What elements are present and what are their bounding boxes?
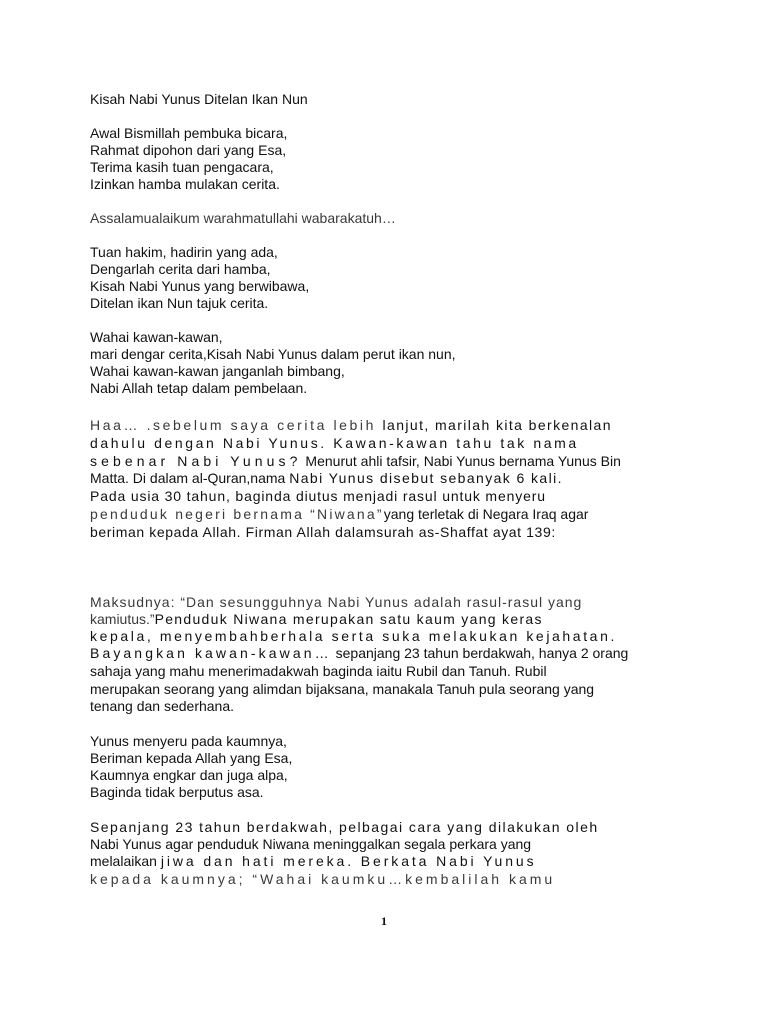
stanza1-line2: Rahmat dipohon dari yang Esa, [90,142,287,158]
stanza1-line1: Awal Bismillah pembuka bicara, [90,125,288,141]
stanza3-line3: Wahai kawan-kawan janganlah bimbang, [90,363,345,379]
para1-line6 [90,506,588,523]
para3-line4: kepada kaumnya; “Wahai kaumku…kembalilah kamu [90,871,556,887]
stanza3-line1: Wahai kawan-kawan, [90,329,223,345]
para1-line1 [90,417,612,434]
stanza1-line4: Izinkan hamba mulakan cerita. [90,176,280,192]
para1-line2: dahulu dengan Nabi Yunus. Kawan-kawan tahu tak nama [90,435,579,451]
stanza4-line1: Yunus menyeru pada kaumnya, [90,733,287,749]
para2-line3: kepala, menyembahberhala serta suka melakukan kejahatan. [90,628,617,644]
para3-line3-b: jiwa dan hati mereka. Berkata Nabi Yunus [160,853,537,869]
para2-line7: tenang dan sederhana. [90,698,235,714]
para1-line3 [90,453,621,470]
para3-line3 [90,853,537,870]
document-title: Kisah Nabi Yunus Ditelan Ikan Nun [90,91,308,107]
para2-line5: sahaja yang mahu menerimadakwah baginda iaitu Rubil dan Tanuh. Rubil [90,663,547,679]
para1-line3-a: sebenar Nabi Yunus? [90,453,302,469]
para2-line4 [90,645,628,662]
stanza4-line4: Baginda tidak berputus asa. [90,784,264,800]
stanza4-line2: Beriman kepada Allah yang Esa, [90,750,293,766]
stanza2-line3: Kisah Nabi Yunus yang berwibawa, [90,278,310,294]
stanza1-line3: Terima kasih tuan pengacara, [90,159,274,175]
para1-line6-b: yang terletak di Negara Iraq agar [383,506,589,522]
para2-line6: merupakan seorang yang alimdan bijaksana, manakala Tanuh pula seorang yang [90,681,595,697]
stanza2-line2: Dengarlah cerita dari hamba, [90,261,271,277]
greeting: Assalamualaikum warahmatullahi wabarakatuh… [90,210,396,226]
para2-line2-a: kamiutus.” [90,611,155,627]
para1-line6-a: penduduk negeri bernama “Niwana” [90,506,384,522]
stanza2-line4: Ditelan ikan Nun tajuk cerita. [90,295,269,311]
para2-line1: Maksudnya: “Dan sesungguhnya Nabi Yunus adalah rasul-rasul yang [90,594,583,610]
para1-line5: Pada usia 30 tahun, baginda diutus menjadi rasul untuk menyeru [90,488,546,504]
para1-line7: beriman kepada Allah. Firman Allah dalamsurah as-Shaffat ayat 139: [90,524,556,540]
para2-line4-b: sepanjang 23 tahun berdakwah, hanya 2 orang [331,645,629,661]
para3-line2: Nabi Yunus agar penduduk Niwana meninggalkan segala perkara yang [90,836,532,852]
para1-line4-b: Nabi Yunus disebut sebanyak 6 kali. [289,470,563,486]
para2-line4-a: Bayangkan kawan-kawan… [90,645,332,661]
para1-line3-b: Menurut ahli tafsir, Nabi Yunus bernama Yunus Bin [301,453,621,469]
para2-line2 [90,611,543,628]
para1-line1-b: lanjut, marilah kita berkenalan [382,417,612,433]
stanza3-line2: mari dengar cerita,Kisah Nabi Yunus dalam perut ikan nun, [90,346,456,362]
page-number: 1 [381,914,387,928]
para1-line1-a: Haa… .sebelum saya cerita lebih [90,417,383,433]
para1-line4 [90,470,563,487]
para3-line3-a: melalaikan [90,853,161,869]
stanza3-line4: Nabi Allah tetap dalam pembelaan. [90,380,308,396]
stanza2-line1: Tuan hakim, hadirin yang ada, [90,244,278,260]
para3-line1: Sepanjang 23 tahun berdakwah, pelbagai cara yang dilakukan oleh [90,819,599,835]
para2-line2-b: Penduduk Niwana merupakan satu kaum yang keras [154,611,543,627]
stanza4-line3: Kaumnya engkar dan juga alpa, [90,767,288,783]
para1-line4-a: Matta. Di dalam al-Quran,nama [90,470,290,486]
